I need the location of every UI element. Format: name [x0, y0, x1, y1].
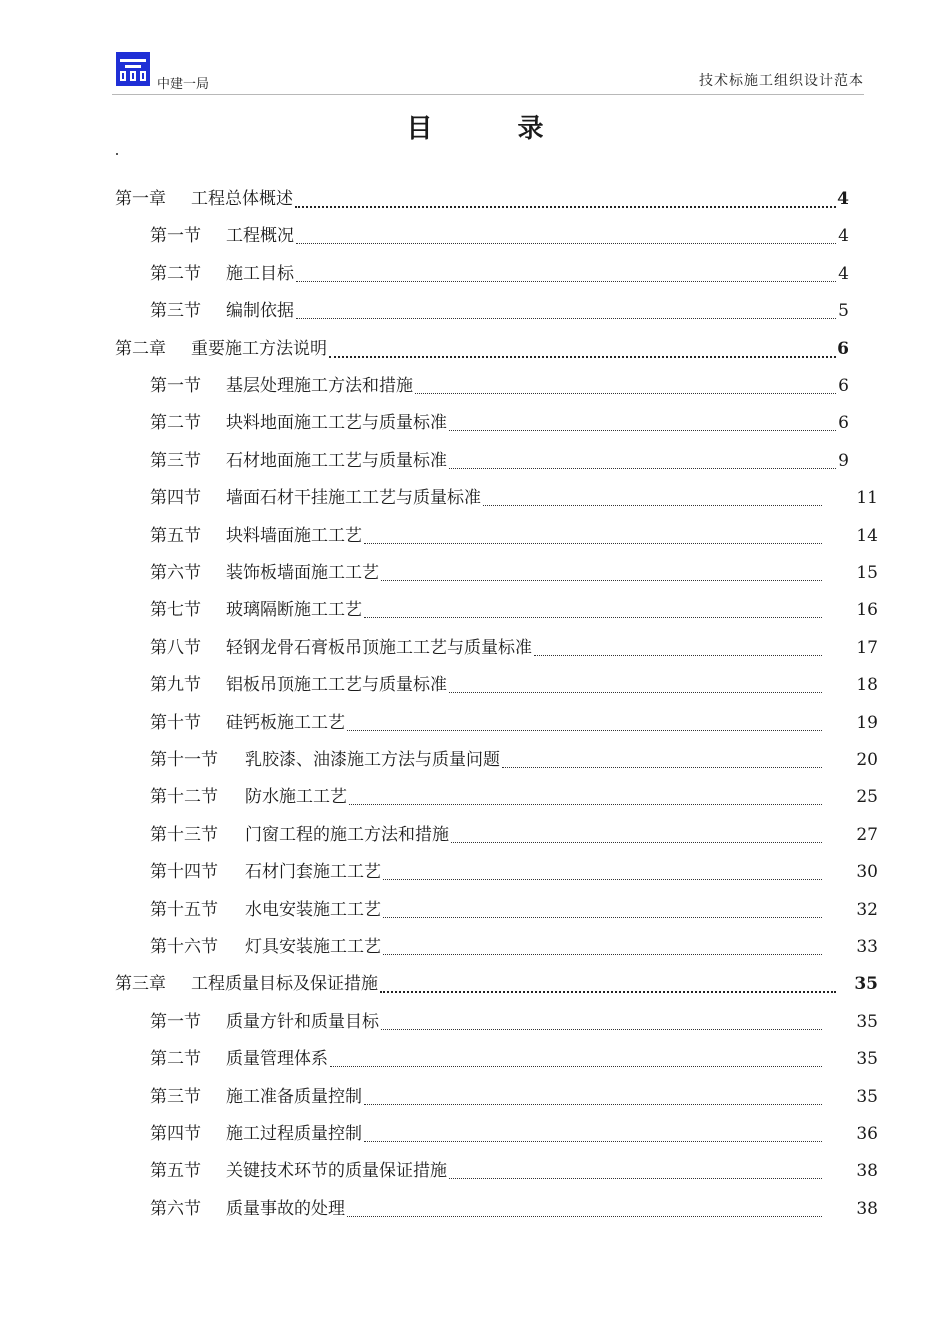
toc-entry-page: 38	[856, 1161, 878, 1182]
company-logo-icon	[116, 52, 150, 86]
document-title: 技术标施工组织设计范本	[699, 73, 864, 89]
toc-entry-title: 施工准备质量控制	[226, 1086, 362, 1107]
toc-leader-dots	[347, 730, 822, 731]
toc-entry-page: 35	[854, 974, 878, 995]
toc-entry-title: 玻璃隔断施工工艺	[226, 600, 362, 621]
company-name: 中建一局	[157, 77, 210, 92]
toc-entry-title: 关键技术环节的质量保证措施	[226, 1161, 447, 1182]
toc-leader-dots	[383, 917, 822, 918]
toc-leader-dots	[364, 1104, 822, 1105]
toc-entry-page: 25	[856, 787, 878, 808]
stray-mark	[116, 153, 118, 155]
toc-section-row[interactable]	[0, 1116, 950, 1153]
toc-entry-title: 重要施工方法说明	[191, 338, 327, 359]
toc-entry-number: 第八节	[150, 637, 201, 658]
toc-entry-page: 20	[856, 750, 878, 770]
toc-entry-title: 灯具安装施工工艺	[245, 937, 381, 957]
page-header	[0, 0, 950, 96]
toc-entry-page: 11	[856, 488, 878, 509]
toc-chapter-row[interactable]	[0, 331, 950, 368]
toc-entry-number: 第十三节	[150, 824, 218, 845]
toc-leader-dots	[451, 842, 822, 843]
toc-entry-title: 石材门套施工工艺	[245, 862, 381, 883]
toc-entry-number: 第二章	[115, 338, 166, 359]
toc-leader-dots	[381, 1029, 822, 1030]
toc-entry-number: 第十五节	[150, 899, 218, 920]
toc-section-row[interactable]	[0, 817, 950, 854]
toc-entry-number: 第三节	[150, 1086, 201, 1107]
toc-section-row[interactable]	[0, 779, 950, 816]
toc-entry-page: 19	[856, 712, 878, 733]
toc-section-row[interactable]	[0, 1079, 950, 1116]
toc-leader-dots	[364, 543, 822, 544]
toc-leader-dots	[296, 318, 836, 319]
toc-section-row[interactable]	[0, 555, 950, 592]
toc-entry-number: 第二节	[150, 263, 201, 284]
toc-entry-title: 门窗工程的施工方法和措施	[245, 824, 449, 845]
toc-entry-title: 墙面石材干挂施工工艺与质量标准	[226, 488, 481, 509]
toc-section-row[interactable]	[0, 1191, 950, 1228]
toc-section-row[interactable]	[0, 667, 950, 704]
toc-section-row[interactable]	[0, 592, 950, 629]
toc-section-row[interactable]	[0, 892, 950, 929]
toc-entry-number: 第四节	[150, 488, 201, 509]
toc-entry-page: 5	[838, 301, 849, 322]
toc-section-row[interactable]	[0, 1004, 950, 1041]
toc-entry-title: 工程概况	[226, 226, 294, 247]
toc-leader-dots	[380, 991, 836, 993]
toc-entry-page: 4	[838, 263, 849, 284]
toc-leader-dots	[415, 393, 836, 394]
toc-section-row[interactable]	[0, 929, 950, 966]
toc-chapter-row[interactable]	[0, 181, 950, 218]
toc-leader-dots	[383, 879, 822, 880]
toc-leader-dots	[449, 692, 822, 693]
toc-entry-number: 第一节	[150, 376, 201, 396]
toc-entry-number: 第三章	[115, 974, 166, 995]
toc-entry-number: 第四节	[150, 1124, 201, 1144]
toc-entry-title: 块料地面施工工艺与质量标准	[226, 413, 447, 434]
toc-leader-dots	[449, 468, 836, 469]
toc-entry-number: 第三节	[150, 450, 201, 471]
toc-leader-dots	[296, 281, 836, 282]
toc-entry-title: 水电安装施工工艺	[245, 899, 381, 920]
toc-entry-page: 18	[856, 675, 878, 696]
toc-leader-dots	[483, 505, 822, 506]
toc-entry-title: 施工过程质量控制	[226, 1124, 362, 1144]
toc-entry-title: 乳胶漆、油漆施工方法与质量问题	[245, 750, 500, 770]
toc-chapter-row[interactable]	[0, 966, 950, 1003]
toc-entry-number: 第十六节	[150, 937, 218, 957]
toc-entry-title: 质量方针和质量目标	[226, 1011, 379, 1032]
toc-section-row[interactable]	[0, 705, 950, 742]
toc-entry-page: 6	[837, 338, 849, 359]
toc-section-row[interactable]	[0, 405, 950, 442]
toc-entry-page: 32	[856, 899, 878, 920]
toc-entry-page: 4	[838, 226, 849, 247]
toc-entry-number: 第九节	[150, 675, 201, 696]
toc-leader-dots	[502, 767, 822, 768]
toc-leader-dots	[349, 804, 822, 805]
toc-entry-page: 35	[856, 1011, 878, 1032]
toc-section-row[interactable]	[0, 218, 950, 255]
toc-entry-title: 基层处理施工方法和措施	[226, 376, 413, 396]
toc-entry-number: 第十一节	[150, 750, 218, 770]
toc-entry-page: 6	[838, 413, 849, 434]
toc-leader-dots	[383, 954, 822, 955]
toc-leader-dots	[330, 1066, 822, 1067]
toc-entry-title: 施工目标	[226, 263, 294, 284]
toc-leader-dots	[295, 206, 836, 208]
toc-leader-dots	[329, 356, 836, 358]
toc-entry-number: 第七节	[150, 600, 201, 621]
toc-section-row[interactable]	[0, 742, 950, 779]
toc-entry-title: 块料墙面施工工艺	[226, 525, 362, 546]
toc-section-row[interactable]	[0, 854, 950, 891]
toc-entry-page: 36	[856, 1124, 878, 1144]
toc-entry-page: 33	[856, 937, 878, 957]
toc-leader-dots	[381, 580, 822, 581]
toc-entry-number: 第二节	[150, 413, 201, 434]
toc-entry-title: 工程总体概述	[191, 189, 293, 209]
toc-section-row[interactable]	[0, 256, 950, 293]
toc-entry-number: 第一章	[115, 189, 166, 209]
toc-section-row[interactable]	[0, 368, 950, 405]
toc-section-row[interactable]	[0, 630, 950, 667]
toc-entry-title: 硅钙板施工工艺	[226, 712, 345, 733]
toc-entry-page: 27	[856, 824, 878, 845]
toc-section-row[interactable]	[0, 1041, 950, 1078]
toc-leader-dots	[347, 1216, 822, 1217]
toc-entry-number: 第十四节	[150, 862, 218, 883]
toc-entry-page: 14	[856, 525, 878, 546]
toc-leader-dots	[534, 655, 822, 656]
toc-entry-number: 第一节	[150, 1011, 201, 1032]
toc-entry-page: 35	[856, 1086, 878, 1107]
toc-entry-page: 9	[838, 450, 849, 471]
toc-entry-title: 石材地面施工工艺与质量标准	[226, 450, 447, 471]
toc-entry-number: 第五节	[150, 1161, 201, 1182]
toc-entry-page: 15	[856, 563, 878, 583]
toc-leader-dots	[449, 430, 836, 431]
toc-entry-title: 质量管理体系	[226, 1049, 328, 1070]
toc-entry-page: 30	[856, 862, 878, 883]
toc-entry-number: 第一节	[150, 226, 201, 247]
toc-entry-title: 质量事故的处理	[226, 1198, 345, 1219]
toc-entry-page: 38	[856, 1198, 878, 1219]
toc-entry-number: 第十节	[150, 712, 201, 733]
toc-section-row[interactable]	[0, 518, 950, 555]
toc-entry-title: 铝板吊顶施工工艺与质量标准	[226, 675, 447, 696]
toc-entry-number: 第六节	[150, 563, 201, 583]
toc-entry-number: 第十二节	[150, 787, 218, 808]
toc-section-row[interactable]	[0, 1153, 950, 1190]
toc-leader-dots	[449, 1178, 822, 1179]
toc-entry-number: 第二节	[150, 1049, 201, 1070]
toc-entry-page: 6	[838, 376, 849, 396]
toc-entry-page: 4	[837, 189, 849, 209]
toc-heading: 目 录	[406, 114, 582, 144]
toc-entry-page: 35	[856, 1049, 878, 1070]
toc-entry-title: 防水施工工艺	[245, 787, 347, 808]
toc-entry-title: 装饰板墙面施工工艺	[226, 563, 379, 583]
header-divider	[112, 94, 864, 95]
toc-entry-title: 工程质量目标及保证措施	[191, 974, 378, 995]
toc-entry-number: 第三节	[150, 301, 201, 322]
toc-section-row[interactable]	[0, 480, 950, 517]
toc-entry-title: 轻钢龙骨石膏板吊顶施工工艺与质量标准	[226, 637, 532, 658]
toc-section-row[interactable]	[0, 443, 950, 480]
toc-leader-dots	[296, 243, 836, 244]
toc-entry-number: 第五节	[150, 525, 201, 546]
toc-leader-dots	[364, 1141, 822, 1142]
toc-section-row[interactable]	[0, 293, 950, 330]
toc-entry-page: 17	[856, 637, 878, 658]
toc-leader-dots	[364, 617, 822, 618]
toc-entry-number: 第六节	[150, 1198, 201, 1219]
toc-entry-page: 16	[856, 600, 878, 621]
toc-entry-title: 编制依据	[226, 301, 294, 322]
